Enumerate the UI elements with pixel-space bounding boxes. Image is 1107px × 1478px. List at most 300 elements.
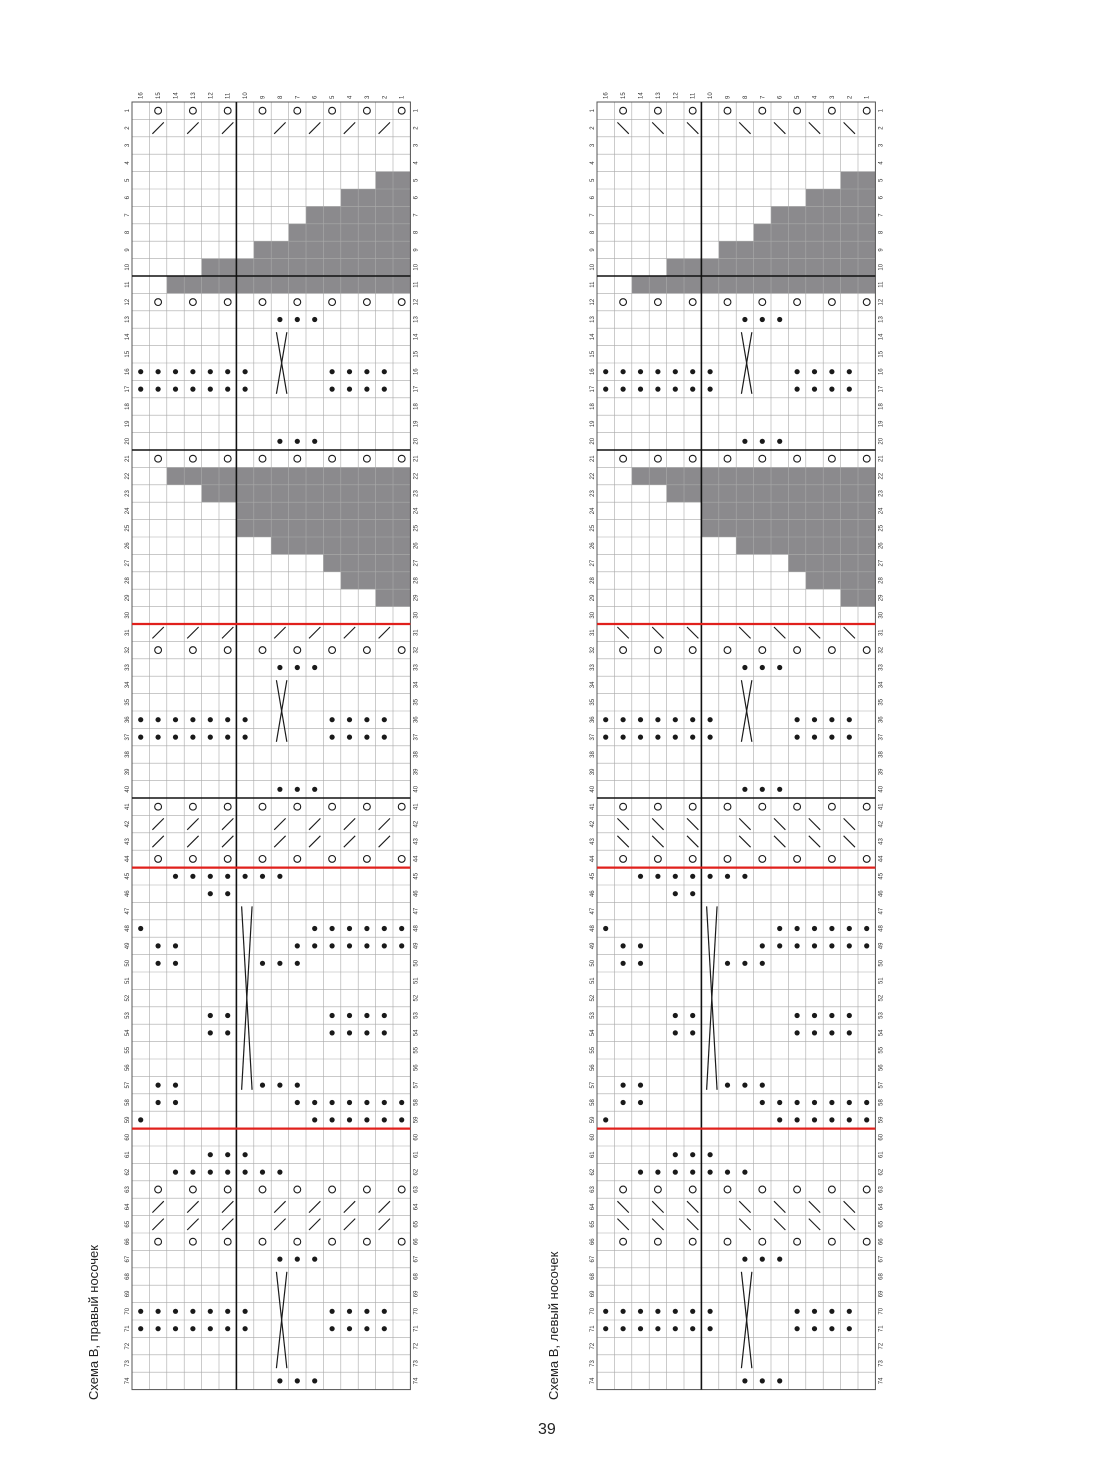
- row-number-label: 73: [878, 1360, 885, 1367]
- row-number-label: 1: [878, 109, 885, 113]
- row-number-label: 30: [125, 611, 131, 619]
- shaded-cell: [667, 276, 684, 293]
- yarn-over-symbol: [224, 1186, 231, 1193]
- row-number-label: 74: [878, 1377, 885, 1385]
- purl-dot-symbol: [812, 369, 817, 374]
- row-number-label: 27: [590, 559, 596, 567]
- shaded-cell: [358, 276, 375, 293]
- shaded-cell: [323, 554, 340, 571]
- purl-dot-symbol: [190, 874, 195, 879]
- stitch-number-label: 4: [347, 95, 354, 99]
- stitch-number-label: 3: [364, 95, 371, 99]
- row-number-label: 28: [413, 577, 420, 584]
- row-number-label: 56: [413, 1064, 420, 1072]
- purl-dot-symbol: [829, 1117, 834, 1122]
- row-number-label: 26: [125, 542, 131, 550]
- shaded-cell: [393, 520, 410, 537]
- shaded-cell: [823, 206, 840, 223]
- purl-dot-symbol: [173, 1083, 178, 1088]
- purl-dot-symbol: [295, 1083, 300, 1088]
- purl-dot-symbol: [312, 943, 317, 948]
- shaded-cell: [806, 485, 823, 502]
- purl-dot-symbol: [208, 1309, 213, 1314]
- yarn-over-symbol: [689, 107, 696, 114]
- k2tog-symbol: [809, 1201, 820, 1212]
- k2tog-symbol: [344, 1201, 355, 1212]
- row-number-label: 73: [413, 1360, 420, 1367]
- purl-dot-symbol: [208, 717, 213, 722]
- row-number-label: 52: [413, 994, 420, 1002]
- row-number-label: 28: [125, 577, 131, 584]
- shaded-cell: [306, 485, 323, 502]
- purl-dot-symbol: [847, 943, 852, 948]
- k2tog-symbol: [222, 818, 233, 829]
- shaded-cell: [754, 485, 771, 502]
- purl-dot-symbol: [330, 387, 335, 392]
- shaded-cell: [788, 502, 805, 519]
- row-number-label: 7: [878, 213, 885, 217]
- row-number-label: 55: [125, 1046, 131, 1054]
- purl-dot-symbol: [173, 961, 178, 966]
- yarn-over-symbol: [155, 299, 162, 306]
- row-number-label: 10: [125, 263, 131, 271]
- shaded-cell: [788, 276, 805, 293]
- purl-dot-symbol: [725, 1083, 730, 1088]
- k2tog-symbol: [344, 818, 355, 829]
- purl-dot-symbol: [655, 387, 660, 392]
- purl-dot-symbol: [812, 717, 817, 722]
- shaded-cell: [858, 520, 875, 537]
- shaded-cell: [858, 241, 875, 258]
- shaded-cell: [823, 485, 840, 502]
- shaded-cell: [323, 520, 340, 537]
- shaded-cell: [376, 502, 393, 519]
- row-number-label: 34: [590, 681, 596, 689]
- shaded-cell: [393, 172, 410, 189]
- k2tog-symbol: [379, 122, 390, 133]
- row-number-label: 40: [878, 785, 885, 793]
- purl-dot-symbol: [399, 1117, 404, 1122]
- stitch-number-label: 7: [295, 95, 302, 99]
- shaded-cell: [289, 276, 306, 293]
- shaded-cell: [823, 276, 840, 293]
- row-number-label: 25: [878, 524, 885, 532]
- shaded-cell: [393, 259, 410, 276]
- yarn-over-symbol: [364, 647, 371, 654]
- k2tog-symbol: [274, 627, 285, 638]
- shaded-cell: [376, 206, 393, 223]
- k2tog-symbol: [152, 627, 163, 638]
- purl-dot-symbol: [760, 1100, 765, 1105]
- shaded-cell: [667, 259, 684, 276]
- purl-dot-symbol: [382, 1030, 387, 1035]
- row-number-label: 49: [125, 942, 131, 950]
- row-number-label: 3: [878, 143, 885, 148]
- stitch-number-label: 2: [382, 95, 389, 99]
- purl-dot-symbol: [847, 1100, 852, 1105]
- purl-dot-symbol: [208, 1152, 213, 1157]
- row-number-label: 5: [413, 178, 420, 182]
- purl-dot-symbol: [742, 787, 747, 792]
- shaded-cell: [788, 554, 805, 571]
- purl-dot-symbol: [364, 926, 369, 931]
- shaded-cell: [358, 224, 375, 241]
- row-number-label: 68: [878, 1273, 885, 1280]
- row-number-label: 52: [125, 994, 131, 1002]
- shaded-cell: [771, 502, 788, 519]
- purl-dot-symbol: [829, 369, 834, 374]
- row-number-label: 14: [590, 333, 596, 341]
- purl-dot-symbol: [725, 961, 730, 966]
- k2tog-symbol: [222, 836, 233, 847]
- shaded-cell: [393, 589, 410, 606]
- shaded-cell: [667, 467, 684, 484]
- shaded-cell: [719, 502, 736, 519]
- shaded-cell: [858, 276, 875, 293]
- yarn-over-symbol: [759, 1186, 766, 1193]
- shaded-cell: [306, 259, 323, 276]
- purl-dot-symbol: [243, 387, 248, 392]
- yarn-over-symbol: [794, 107, 801, 114]
- yarn-over-symbol: [294, 856, 301, 863]
- row-number-label: 12: [590, 298, 596, 306]
- shaded-cell: [806, 224, 823, 241]
- row-number-label: 35: [125, 698, 131, 706]
- yarn-over-symbol: [224, 856, 231, 863]
- purl-dot-symbol: [295, 1378, 300, 1383]
- shaded-cell: [254, 276, 271, 293]
- purl-dot-symbol: [795, 369, 800, 374]
- stitch-number-label: 6: [777, 95, 784, 99]
- k2tog-symbol: [739, 627, 750, 638]
- stitch-number-label: 3: [829, 95, 836, 99]
- purl-dot-symbol: [312, 317, 317, 322]
- purl-dot-symbol: [190, 369, 195, 374]
- purl-dot-symbol: [295, 1257, 300, 1262]
- shaded-cell: [754, 537, 771, 554]
- chart-title-right-text: Схема В, правый носочек: [86, 1245, 101, 1400]
- row-number-label: 57: [590, 1081, 596, 1089]
- row-number-label: 68: [125, 1273, 131, 1280]
- yarn-over-symbol: [364, 803, 371, 810]
- purl-dot-symbol: [208, 874, 213, 879]
- k2tog-symbol: [652, 627, 663, 638]
- purl-dot-symbol: [812, 1117, 817, 1122]
- shaded-cell: [858, 537, 875, 554]
- shaded-cell: [289, 259, 306, 276]
- shaded-cell: [771, 224, 788, 241]
- shaded-cell: [632, 276, 649, 293]
- shaded-cell: [841, 241, 858, 258]
- row-number-label: 40: [125, 785, 131, 793]
- purl-dot-symbol: [638, 1083, 643, 1088]
- row-number-label: 18: [125, 403, 131, 410]
- purl-dot-symbol: [708, 1326, 713, 1331]
- row-number-label: 59: [125, 1116, 131, 1124]
- row-number-label: 36: [413, 716, 420, 724]
- row-number-label: 10: [590, 263, 596, 271]
- stitch-number-label: 1: [864, 95, 871, 99]
- shaded-cell: [754, 241, 771, 258]
- purl-dot-symbol: [138, 1117, 143, 1122]
- purl-dot-symbol: [347, 717, 352, 722]
- yarn-over-symbol: [794, 455, 801, 462]
- row-number-label: 7: [590, 213, 596, 217]
- purl-dot-symbol: [673, 1326, 678, 1331]
- k2tog-symbol: [379, 1219, 390, 1230]
- purl-dot-symbol: [760, 961, 765, 966]
- yarn-over-symbol: [794, 803, 801, 810]
- purl-dot-symbol: [382, 1013, 387, 1018]
- row-number-label: 7: [413, 213, 420, 217]
- shaded-cell: [719, 485, 736, 502]
- row-number-label: 29: [590, 594, 596, 602]
- yarn-over-symbol: [829, 455, 836, 462]
- k2tog-symbol: [774, 122, 785, 133]
- shaded-cell: [202, 276, 219, 293]
- purl-dot-symbol: [795, 387, 800, 392]
- yarn-over-symbol: [620, 1238, 627, 1245]
- row-number-label: 33: [125, 664, 131, 671]
- yarn-over-symbol: [398, 803, 405, 810]
- shaded-cell: [271, 502, 288, 519]
- yarn-over-symbol: [863, 107, 870, 114]
- shaded-cell: [219, 467, 236, 484]
- yarn-over-symbol: [655, 1186, 662, 1193]
- k2tog-symbol: [739, 836, 750, 847]
- k2tog-symbol: [687, 627, 698, 638]
- purl-dot-symbol: [243, 874, 248, 879]
- purl-dot-symbol: [847, 735, 852, 740]
- k2tog-symbol: [617, 1201, 628, 1212]
- row-number-label: 30: [878, 611, 885, 619]
- shaded-cell: [788, 485, 805, 502]
- row-number-label: 71: [125, 1325, 131, 1333]
- yarn-over-symbol: [398, 1238, 405, 1245]
- shaded-cell: [841, 467, 858, 484]
- row-number-label: 39: [413, 768, 420, 776]
- purl-dot-symbol: [364, 1030, 369, 1035]
- row-number-label: 30: [413, 611, 420, 619]
- k2tog-symbol: [652, 1201, 663, 1212]
- row-number-label: 70: [590, 1307, 596, 1315]
- yarn-over-symbol: [294, 107, 301, 114]
- purl-dot-symbol: [277, 874, 282, 879]
- purl-dot-symbol: [673, 1013, 678, 1018]
- purl-dot-symbol: [156, 369, 161, 374]
- row-number-label: 1: [125, 109, 131, 113]
- row-number-label: 4: [878, 161, 885, 165]
- shaded-cell: [806, 520, 823, 537]
- k2tog-symbol: [344, 627, 355, 638]
- yarn-over-symbol: [259, 647, 266, 654]
- stitch-number-label: 14: [173, 92, 180, 99]
- row-number-label: 62: [878, 1168, 885, 1176]
- purl-dot-symbol: [225, 1013, 230, 1018]
- row-number-label: 15: [878, 350, 885, 358]
- shaded-cell: [788, 520, 805, 537]
- shaded-cell: [667, 485, 684, 502]
- row-number-label: 48: [878, 925, 885, 932]
- yarn-over-symbol: [620, 299, 627, 306]
- purl-dot-symbol: [225, 874, 230, 879]
- purl-dot-symbol: [364, 1117, 369, 1122]
- shaded-cell: [289, 537, 306, 554]
- purl-dot-symbol: [621, 1326, 626, 1331]
- purl-dot-symbol: [295, 439, 300, 444]
- purl-dot-symbol: [864, 926, 869, 931]
- row-number-label: 2: [125, 126, 131, 130]
- row-number-label: 16: [590, 368, 596, 376]
- shaded-cell: [841, 589, 858, 606]
- stitch-number-label: 11: [690, 92, 697, 99]
- yarn-over-symbol: [863, 1186, 870, 1193]
- row-number-label: 59: [413, 1116, 420, 1124]
- yarn-over-symbol: [294, 647, 301, 654]
- shaded-cell: [202, 467, 219, 484]
- purl-dot-symbol: [208, 1170, 213, 1175]
- row-number-label: 70: [413, 1307, 420, 1315]
- k2tog-symbol: [274, 836, 285, 847]
- shaded-cell: [701, 485, 718, 502]
- row-number-label: 60: [878, 1133, 885, 1141]
- purl-dot-symbol: [382, 1100, 387, 1105]
- shaded-cell: [271, 241, 288, 258]
- purl-dot-symbol: [330, 735, 335, 740]
- purl-dot-symbol: [312, 1117, 317, 1122]
- shaded-cell: [376, 241, 393, 258]
- purl-dot-symbol: [364, 369, 369, 374]
- purl-dot-symbol: [156, 1309, 161, 1314]
- shaded-cell: [823, 467, 840, 484]
- row-number-label: 5: [878, 178, 885, 182]
- purl-dot-symbol: [173, 943, 178, 948]
- purl-dot-symbol: [138, 369, 143, 374]
- purl-dot-symbol: [173, 735, 178, 740]
- row-number-label: 54: [413, 1029, 420, 1037]
- purl-dot-symbol: [795, 1326, 800, 1331]
- purl-dot-symbol: [725, 1170, 730, 1175]
- row-number-label: 11: [590, 281, 596, 288]
- purl-dot-symbol: [795, 926, 800, 931]
- purl-dot-symbol: [156, 735, 161, 740]
- purl-dot-symbol: [295, 317, 300, 322]
- row-number-label: 25: [413, 524, 420, 532]
- purl-dot-symbol: [777, 439, 782, 444]
- purl-dot-symbol: [690, 1152, 695, 1157]
- shaded-cell: [701, 467, 718, 484]
- k2tog-symbol: [309, 122, 320, 133]
- purl-dot-symbol: [638, 1326, 643, 1331]
- k2tog-symbol: [379, 818, 390, 829]
- purl-dot-symbol: [847, 1117, 852, 1122]
- purl-dot-symbol: [673, 369, 678, 374]
- purl-dot-symbol: [829, 717, 834, 722]
- purl-dot-symbol: [777, 926, 782, 931]
- yarn-over-symbol: [224, 647, 231, 654]
- purl-dot-symbol: [673, 735, 678, 740]
- k2tog-symbol: [152, 818, 163, 829]
- purl-dot-symbol: [603, 1117, 608, 1122]
- yarn-over-symbol: [155, 1186, 162, 1193]
- row-number-label: 62: [413, 1168, 420, 1176]
- row-number-label: 15: [413, 350, 420, 358]
- row-number-label: 31: [125, 629, 131, 637]
- purl-dot-symbol: [690, 735, 695, 740]
- shaded-cell: [771, 206, 788, 223]
- purl-dot-symbol: [364, 1100, 369, 1105]
- row-number-label: 38: [590, 751, 596, 758]
- yarn-over-symbol: [794, 647, 801, 654]
- yarn-over-symbol: [724, 647, 731, 654]
- row-number-label: 15: [590, 350, 596, 358]
- row-number-label: 39: [590, 768, 596, 776]
- purl-dot-symbol: [795, 717, 800, 722]
- shaded-cell: [341, 206, 358, 223]
- yarn-over-symbol: [794, 1186, 801, 1193]
- shaded-cell: [323, 276, 340, 293]
- yarn-over-symbol: [329, 1186, 336, 1193]
- shaded-cell: [858, 172, 875, 189]
- row-number-label: 67: [590, 1255, 596, 1263]
- shaded-cell: [806, 241, 823, 258]
- row-number-label: 14: [125, 333, 131, 341]
- row-number-label: 21: [590, 455, 596, 463]
- yarn-over-symbol: [863, 299, 870, 306]
- yarn-over-symbol: [294, 455, 301, 462]
- shaded-cell: [393, 554, 410, 571]
- yarn-over-symbol: [398, 299, 405, 306]
- purl-dot-symbol: [812, 1100, 817, 1105]
- row-number-label: 66: [125, 1238, 131, 1246]
- shaded-cell: [736, 485, 753, 502]
- purl-dot-symbol: [603, 387, 608, 392]
- k2tog-symbol: [379, 836, 390, 847]
- purl-dot-symbol: [777, 787, 782, 792]
- row-number-label: 49: [413, 942, 420, 950]
- row-number-label: 52: [878, 994, 885, 1002]
- row-number-label: 12: [125, 298, 131, 306]
- shaded-cell: [823, 241, 840, 258]
- row-number-label: 56: [125, 1064, 131, 1072]
- row-number-label: 16: [878, 368, 885, 376]
- row-number-label: 5: [125, 178, 131, 182]
- purl-dot-symbol: [208, 1326, 213, 1331]
- shaded-cell: [376, 276, 393, 293]
- yarn-over-symbol: [620, 856, 627, 863]
- row-number-label: 34: [878, 681, 885, 689]
- purl-dot-symbol: [225, 1152, 230, 1157]
- shaded-cell: [184, 276, 201, 293]
- yarn-over-symbol: [329, 647, 336, 654]
- purl-dot-symbol: [795, 1117, 800, 1122]
- row-number-label: 35: [590, 698, 596, 706]
- row-number-label: 43: [878, 838, 885, 845]
- row-number-label: 44: [125, 855, 131, 863]
- purl-dot-symbol: [225, 1309, 230, 1314]
- shaded-cell: [719, 259, 736, 276]
- purl-dot-symbol: [673, 1030, 678, 1035]
- shaded-cell: [376, 572, 393, 589]
- row-number-label: 21: [878, 455, 885, 463]
- shaded-cell: [788, 537, 805, 554]
- row-number-label: 25: [590, 524, 596, 532]
- stitch-number-label: 4: [812, 95, 819, 99]
- shaded-cell: [701, 276, 718, 293]
- purl-dot-symbol: [173, 717, 178, 722]
- row-number-label: 31: [590, 629, 596, 637]
- shaded-cell: [841, 485, 858, 502]
